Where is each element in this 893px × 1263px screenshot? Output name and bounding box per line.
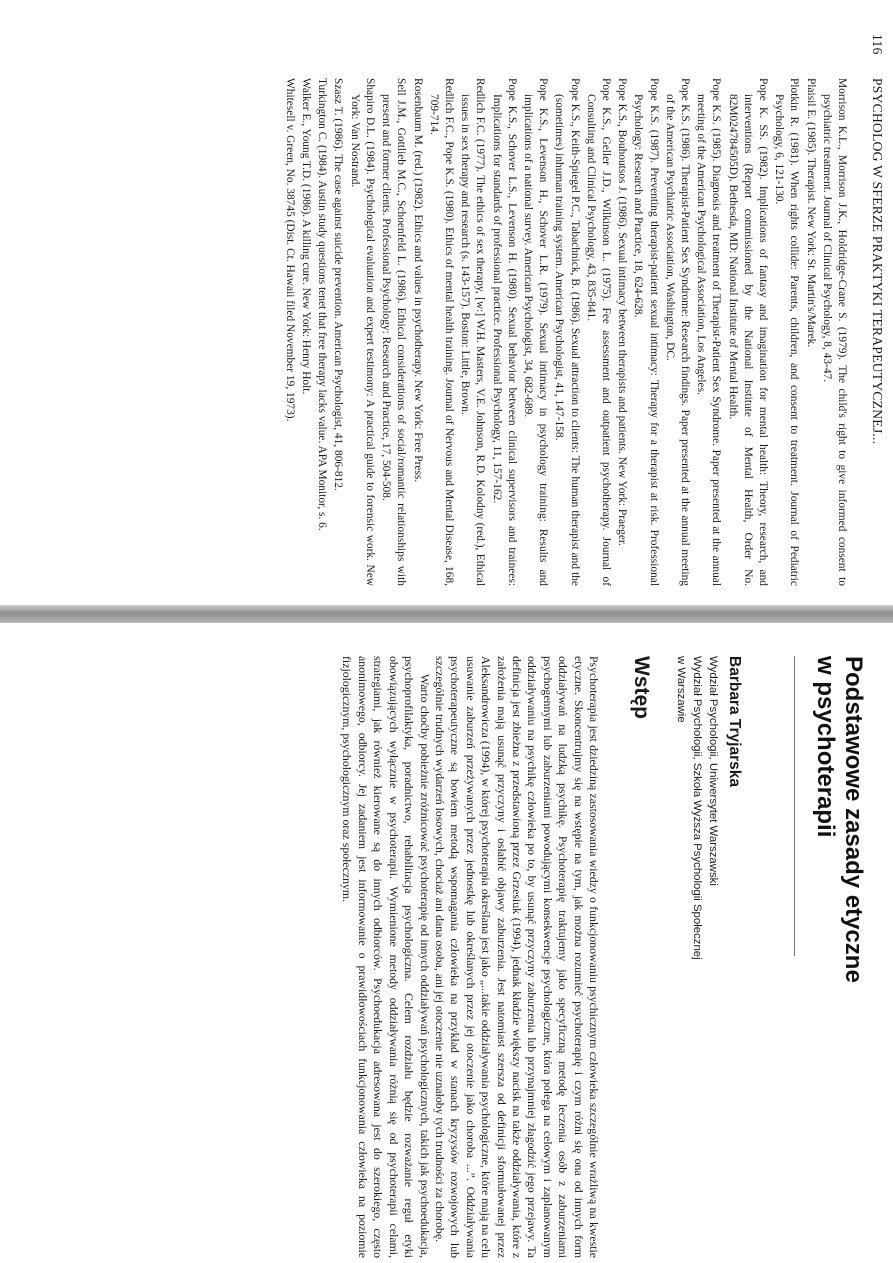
reference-entry: Pope K.S., Keith-Spiegel P.C., Tabachnick, B. (1986). Sexual attraction to clients: The human therapist and the (sometimes) inhuman training system. American Psychologist, 41, 147-158. (553, 78, 581, 586)
reference-entry: Whitesell v. Green, No. 38745 (Dist. Ct. Hawaii filed November 19, 1973). (283, 78, 296, 422)
body-text (339, 656, 601, 1258)
page-number: 116 (870, 34, 885, 55)
reference-entry: Sell J.M., Gottlieb M.C., Schoenfeld L. (1986). Ethical considerations of social/romantic relationships with present and former clients. Professional Psychology: Research and Practice, 17, 504-508. (380, 78, 408, 586)
reference-entry: Turkington C. (1984). Austin study questions tenet that free therapy lacks value. APA Monitor, s. 6. (316, 78, 329, 531)
reference-entry: Pope K.S., Bouhoutsos J. (1986). Sexual intimacy between therapists and patients. New York: Praeger. (616, 78, 629, 546)
reference-entry: Plotkin R. (1981). When rights collide: Parents, children, and consent to treatment. Journal of Pediatric Psychology, 6, 121-130. (773, 78, 801, 586)
section-heading: Wstęp (630, 656, 653, 719)
reference-entry: Pope K.S., Geller J.D., Wilkinson L. (1975). Fee assessment and outpatient psychotherapy. Journal of Consulting and Clinical Psychology, 43, 835-841. (584, 78, 612, 586)
reference-entry: Morrison K.L., Morrison J.K., Holdridge-Crane S. (1979). The child's right to give informed consent to psychiatric treatment. Journal of Clinical Psychology, 8, 43-47. (820, 78, 848, 586)
reference-entry: Szasz T. (1986). The case against suicide prevention. American Psychologist, 41, 806-812. (332, 78, 345, 491)
title-divider (794, 656, 795, 956)
reference-entry: Pope K.S. (1986). Therapist-Patient Sex Syndrome: Research findings. Paper presented at the annual meeting of the American Psychiatric Association, Washington, DC. (663, 78, 691, 586)
reference-entry: Shapiro D.L. (1984). Psychological evaluation and expert testimony: A practical guide to forensic work. New York: Van Nostrand. (348, 78, 376, 586)
running-header (857, 34, 885, 594)
author-block (673, 656, 743, 1176)
left-page (0, 0, 893, 600)
book-binding-gutter (0, 605, 893, 623)
author-affiliation: Wydział Psychologii, Szkoła Wyższa Psychologii Społecznej (691, 656, 703, 960)
body-paragraph: Psychoterapia jest dziedziną zastosowania wiedzy o funkcjonowaniu psychicznym człowieka szczególnie wrażliwą na kwestie etyczne. Skoncentrujmy się na wstępie na tym, jak można rozumieć psychoterapię i czym różni się ona od innych form oddziaływań na ludzką psychikę. Psychoterapię traktujemy jako specyficzną metodę leczenia osób z zaburzeniami psychogennymi lub zaburzeniami powodującymi konsekwencje psychologiczne, która polega na celowym i zaplanowanym oddziaływaniu na psychikę człowieka po to, by usunąć przyczyny zaburzenia lub przynajmniej złagodzić jego przejawy. Ta definicja jest zbieżna z przedstawioną przez Grzesiuk (1994), jednak kładzie większy nacisk na także oddziaływania, które z założenia mają usunąć przyczyny i osłabić objawy zaburzenia. Jest natomiast szersza od definicji sformułowanej przez Aleksandrowicza (1994), w której psychoterapia określana jest jako „...takie oddziaływania psychologiczne, które mają na celu usuwanie zaburzeń przeżywanych przez jednostkę lub określanych przez jej otoczenie jako choroba ...”. Oddziaływania psychoterapeutyczne są bowiem metodą wspomagania człowieka na przykład w stanach kryzysów rozwojowych lub szczególnie trudnych wydarzeń losowych, chociaż ani dana osoba, ani jej otoczenie nie uznałoby tych trudności za chorobę. (432, 656, 601, 1258)
author-affiliation: Wydział Psychologii, Uniwersytet Warszawski (707, 656, 719, 886)
reference-entry: Walker E., Young T.D. (1986). A killing cure. New York: Henry Holt. (300, 78, 313, 395)
reference-entry: Pope K. SS. (1982). Implications of fantasy and imagination for mental health: Theory, research, and interventions (Report commissioned by the National Institute of Mental Health, Order No. 82M024784505D). Bethesda, MD: National Institute of Mental Health. (726, 78, 769, 586)
reference-list (281, 78, 849, 586)
running-title: PSYCHOLOG W SFERZE PRAKTYKI TERAPEUTYCZNEJ... (870, 78, 885, 445)
reference-entry: Pope K.S. (1987). Preventing therapist-patient sexual intimacy: Therapy for a therapist at risk. Professional Psychology: Research and Practice, 18, 624-628. (632, 78, 660, 586)
reference-entry: Pope K.S. (1985). Diagnosis and treatment of Therapist-Patient Sex Syndrome. Paper presented at the annual meeting of the American Psychological Association, Los Angeles. (695, 78, 723, 586)
author-affiliation: w Warszawie (675, 656, 687, 723)
body-paragraph: Warto choćby pobieżnie zróżnicować psychoterapię od innych oddziaływań psychologicznych, takich jak psychoedukacja, psychoprofilaktyka, poradnictwo, rehabilitacja psychologiczna. Celem rozdziału będzie rozważanie reguł etyki obowiązujących wyłącznie w psychoterapii. Wymienione metody oddziaływania różnią się od psychoterapii celami, strategiami, jak również kierowane są do innych odbiorców. Psychoedukacja adresowana jest do szerokiego, często anonimowego, odbiorcy. Jej zadaniem jest informowanie o prawidłowościach funkcjonowania człowieka na poziomie fizjologicznym, psychologicznym oraz społecznym. (340, 656, 432, 1258)
reference-entry: Redlich F.C. (1977). The ethics of sex therapy, [w:] W.H. Masters, V.E. Johnson, R.D. Kolodny (red.), Ethical issues in sex therapy and research (s. 143-157). Boston: Little, Brown. (459, 78, 487, 586)
reference-entry: Redlich F.C., Pope K.S. (1980). Ethics of mental health training. Journal of Nervous and Mental Disease, 168, 709-714. (427, 78, 455, 586)
article-title (811, 656, 867, 1126)
author-name: Barbara Tryjarska (726, 656, 743, 787)
reference-entry: Rosenbaum M. (red.) (1982). Ethics and values in psychotherapy. New York: Free Press. (411, 78, 424, 483)
article-title-line: Podstawowe zasady etyczne (840, 656, 867, 983)
reference-entry: Pope K.S., Schover L.S., Levenson H. (1980). Sexual behavior between clinical supervisors and trainees: Implications for standards of professional practice. Professional Psychology, 11, 157-162. (490, 78, 518, 586)
right-page (0, 630, 893, 1263)
article-title-line: w psychoterapii (812, 656, 839, 838)
reference-entry: Plaisil E. (1985). Therapist. New York: St. Martin's/Marek. (804, 78, 817, 348)
reference-entry: Pope K.S., Levenson H., Schover L.R. (1979). Sexual intimacy in psychology training: Results and implications of a national survey. American Psychologist, 34, 682-689. (521, 78, 550, 586)
